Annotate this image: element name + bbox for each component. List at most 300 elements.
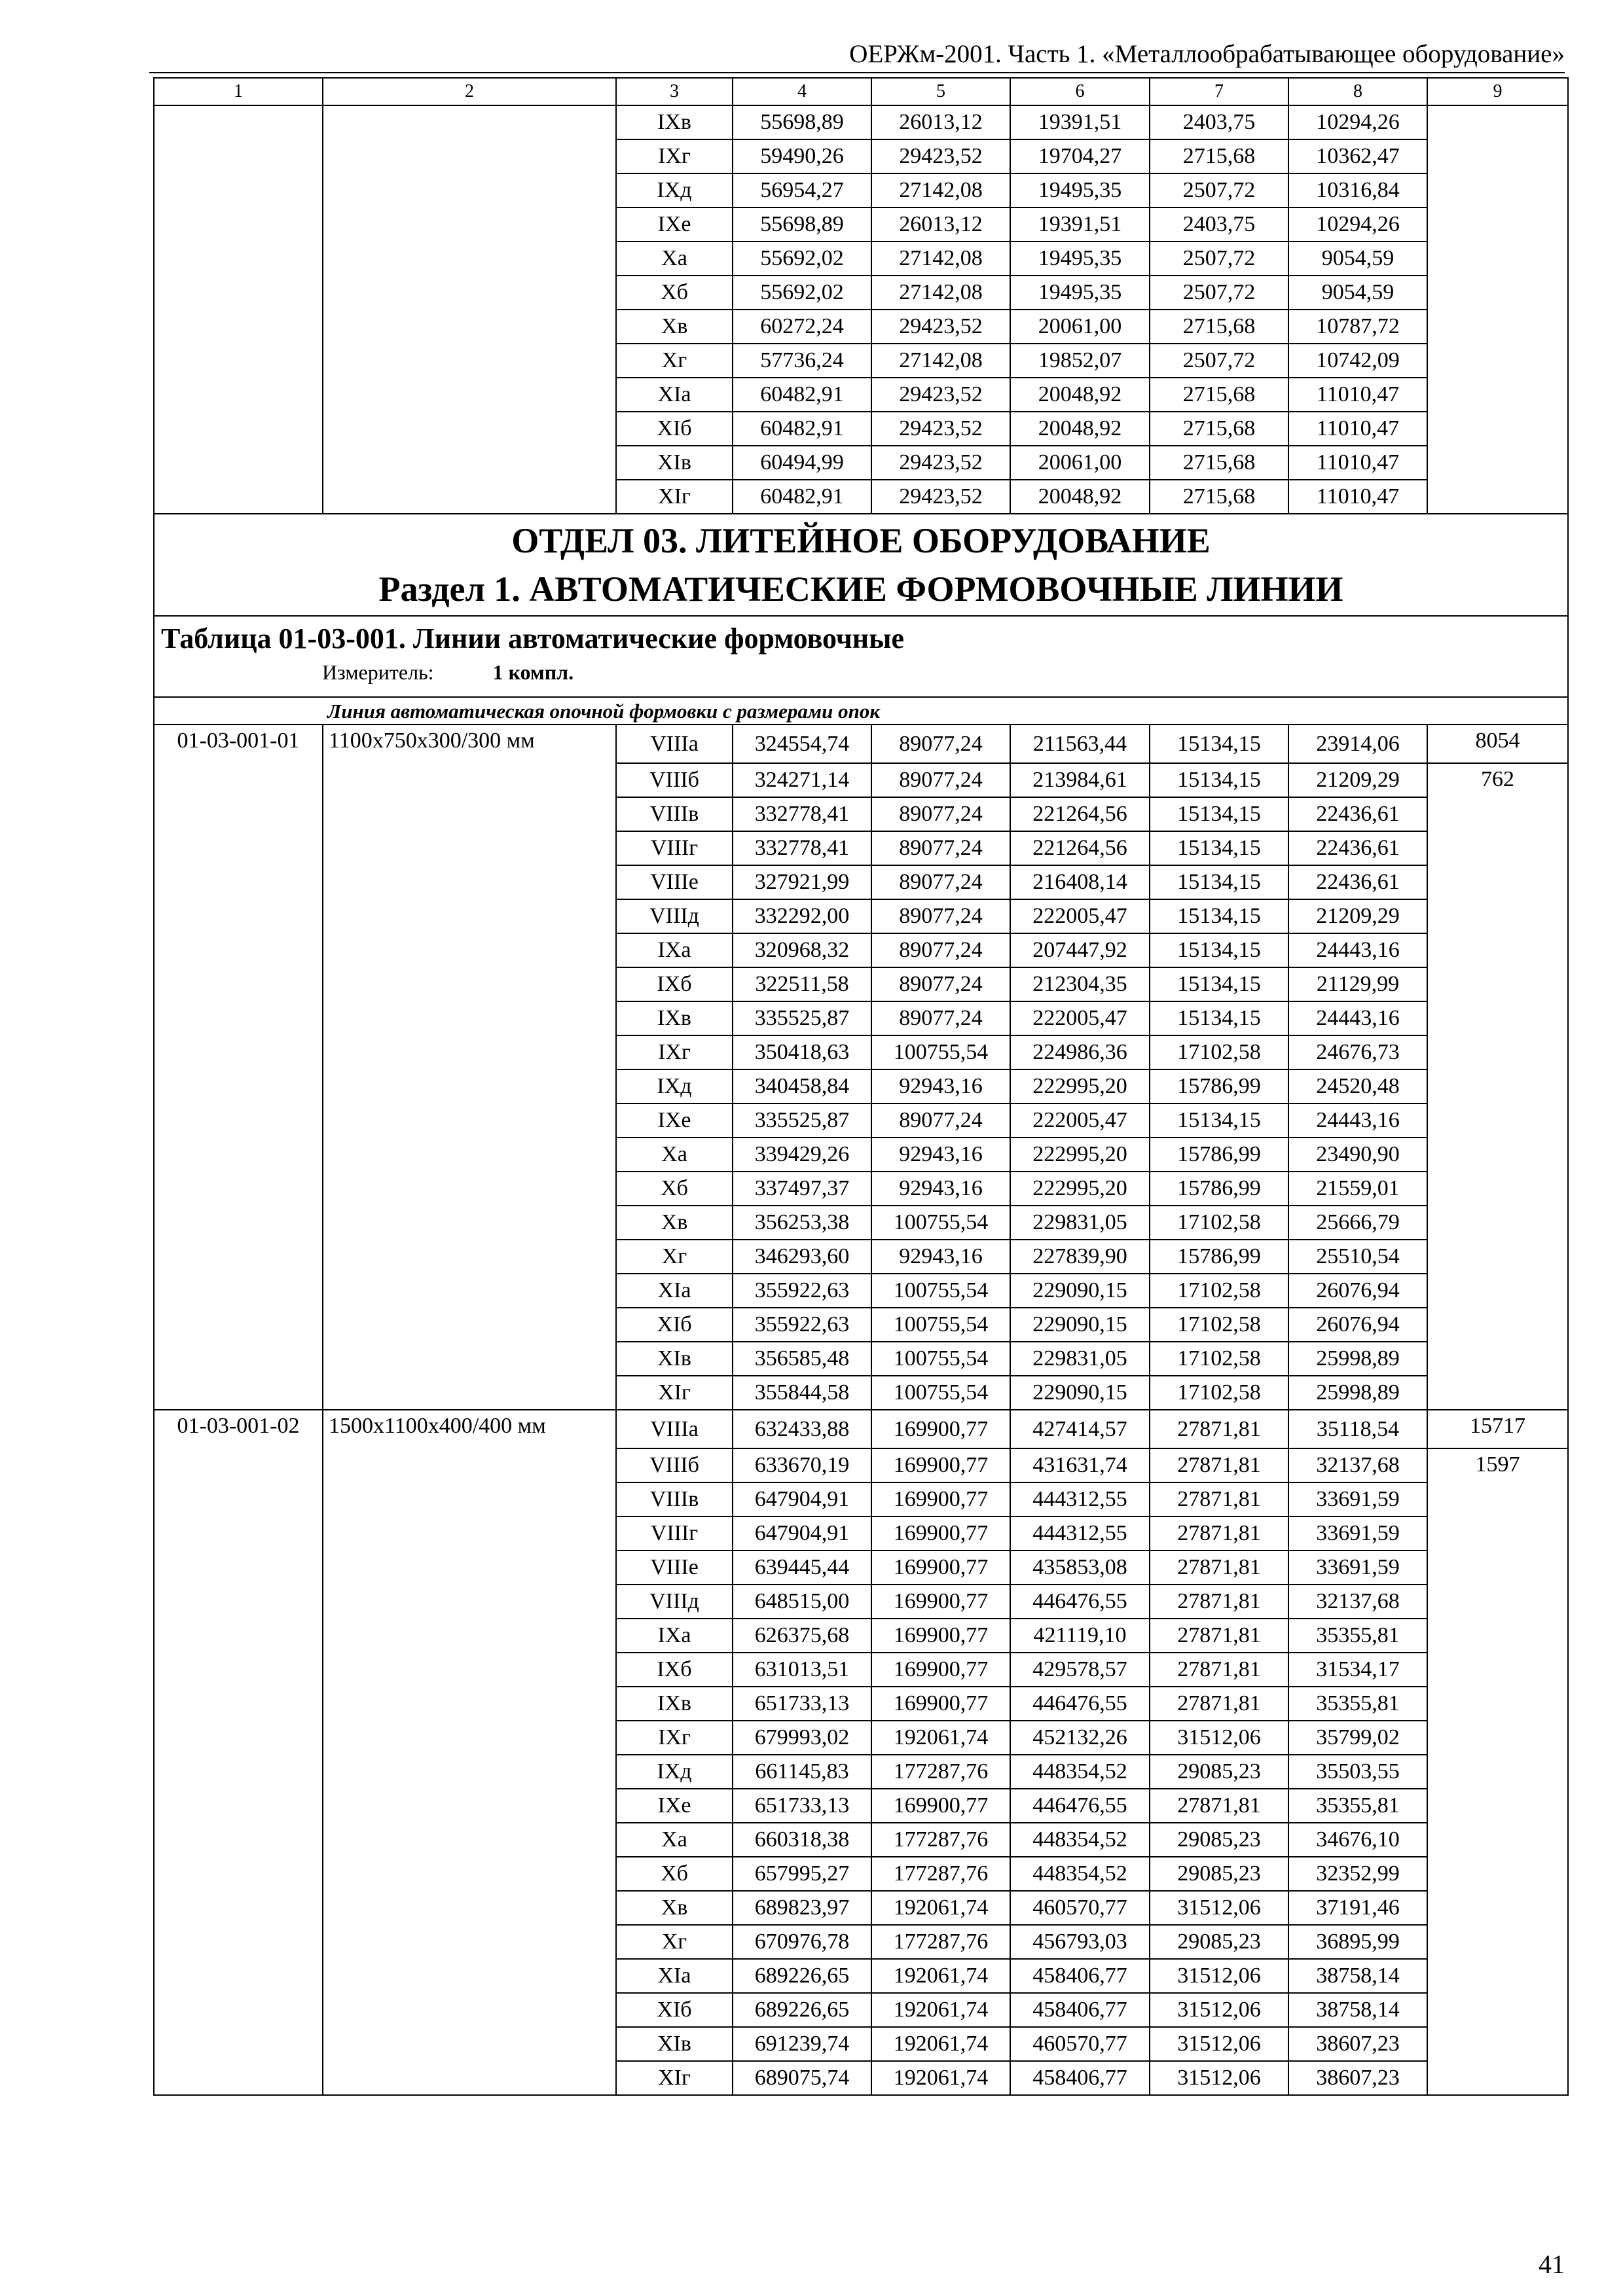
region-code-cell: IXд: [616, 1755, 733, 1789]
cost-machinist-wages-cell: 27871,81: [1150, 1516, 1288, 1551]
region-code-cell: VIIIд: [616, 1585, 733, 1619]
cost-machines-cell: 216408,14: [1010, 865, 1150, 899]
cost-materials-cell: 24676,73: [1288, 1035, 1427, 1069]
cost-machinist-wages-cell: 27871,81: [1150, 1789, 1288, 1823]
cost-machinist-wages-cell: 17102,58: [1150, 1308, 1288, 1342]
region-code-cell: XIв: [616, 446, 733, 480]
region-code-cell: XIб: [616, 1993, 733, 2027]
cost-machinist-wages-cell: 29085,23: [1150, 1925, 1288, 1959]
cost-materials-cell: 10787,72: [1288, 310, 1427, 344]
cost-total-cell: 59490,26: [733, 139, 871, 173]
region-code-cell: XIг: [616, 1376, 733, 1410]
resource-cell: 8054: [1427, 725, 1568, 763]
cost-machinist-wages-cell: 15134,15: [1150, 865, 1288, 899]
cost-labor-cell: 89077,24: [871, 831, 1010, 865]
cost-materials-cell: 11010,47: [1288, 412, 1427, 446]
cost-total-cell: 346293,60: [733, 1240, 871, 1274]
cost-materials-cell: 23490,90: [1288, 1138, 1427, 1172]
cost-machines-cell: 458406,77: [1010, 1993, 1150, 2027]
cost-machines-cell: 448354,52: [1010, 1857, 1150, 1891]
column-number-cell: 1: [154, 78, 323, 105]
cost-labor-cell: 92943,16: [871, 1172, 1010, 1206]
cost-machinist-wages-cell: 31512,06: [1150, 2061, 1288, 2095]
cost-labor-cell: 169900,77: [871, 1448, 1010, 1482]
region-code-cell: VIIIе: [616, 1551, 733, 1585]
cost-total-cell: 332778,41: [733, 831, 871, 865]
department-title: ОТДЕЛ 03. ЛИТЕЙНОЕ ОБОРУДОВАНИЕ: [511, 521, 1211, 560]
region-code-cell: VIIIг: [616, 831, 733, 865]
cost-machines-cell: 211563,44: [1010, 725, 1150, 763]
column-number-cell: 9: [1427, 78, 1568, 105]
cost-machines-cell: 460570,77: [1010, 2027, 1150, 2061]
region-code-cell: XIг: [616, 480, 733, 514]
cost-materials-cell: 33691,59: [1288, 1516, 1427, 1551]
cost-machines-cell: 229090,15: [1010, 1376, 1150, 1410]
price-table: [153, 77, 1569, 2096]
resource-cell: 1597: [1427, 1448, 1568, 2095]
cost-machines-cell: 435853,08: [1010, 1551, 1150, 1585]
cost-total-cell: 633670,19: [733, 1448, 871, 1482]
cost-labor-cell: 169900,77: [871, 1410, 1010, 1448]
region-code-cell: Xа: [616, 1823, 733, 1857]
cost-materials-cell: 21129,99: [1288, 967, 1427, 1001]
region-code-cell: VIIIа: [616, 1410, 733, 1448]
cost-machinist-wages-cell: 27871,81: [1150, 1482, 1288, 1516]
cost-machinist-wages-cell: 2715,68: [1150, 310, 1288, 344]
cost-machinist-wages-cell: 2507,72: [1150, 276, 1288, 310]
region-code-cell: Xв: [616, 310, 733, 344]
cost-machinist-wages-cell: 27871,81: [1150, 1653, 1288, 1687]
cost-machinist-wages-cell: 15134,15: [1150, 763, 1288, 797]
region-code-cell: XIб: [616, 412, 733, 446]
cost-materials-cell: 22436,61: [1288, 797, 1427, 831]
cost-labor-cell: 100755,54: [871, 1308, 1010, 1342]
cost-machines-cell: 19704,27: [1010, 139, 1150, 173]
cost-labor-cell: 100755,54: [871, 1274, 1010, 1308]
region-code-cell: Xб: [616, 276, 733, 310]
cost-machines-cell: 444312,55: [1010, 1516, 1150, 1551]
cost-materials-cell: 35355,81: [1288, 1687, 1427, 1721]
column-number-cell: 3: [616, 78, 733, 105]
cost-machines-cell: 229831,05: [1010, 1342, 1150, 1376]
cost-materials-cell: 11010,47: [1288, 480, 1427, 514]
table-row: [154, 105, 1568, 139]
cost-total-cell: 648515,00: [733, 1585, 871, 1619]
table-title-cell: [154, 616, 1568, 697]
cost-materials-cell: 11010,47: [1288, 446, 1427, 480]
cost-machinist-wages-cell: 15134,15: [1150, 831, 1288, 865]
cost-labor-cell: 92943,16: [871, 1138, 1010, 1172]
cost-total-cell: 332292,00: [733, 899, 871, 933]
cost-total-cell: 355922,63: [733, 1308, 871, 1342]
cost-machinist-wages-cell: 31512,06: [1150, 1993, 1288, 2027]
cost-labor-cell: 192061,74: [871, 1993, 1010, 2027]
region-code-cell: IXб: [616, 1653, 733, 1687]
region-code-cell: IXб: [616, 967, 733, 1001]
resource-cell: 15717: [1427, 1410, 1568, 1448]
cost-machinist-wages-cell: 27871,81: [1150, 1448, 1288, 1482]
cost-materials-cell: 11010,47: [1288, 378, 1427, 412]
region-code-cell: IXа: [616, 1619, 733, 1653]
subheading-cell: Линия автоматическая опочной формовки с размерами опок: [154, 697, 1568, 725]
cost-machines-cell: 222005,47: [1010, 1103, 1150, 1138]
cost-materials-cell: 22436,61: [1288, 865, 1427, 899]
region-code-cell: VIIIв: [616, 1482, 733, 1516]
region-code-cell: Xг: [616, 1240, 733, 1274]
cost-machinist-wages-cell: 2507,72: [1150, 242, 1288, 276]
cost-machinist-wages-cell: 27871,81: [1150, 1551, 1288, 1585]
column-number-cell: 6: [1010, 78, 1150, 105]
cost-labor-cell: 169900,77: [871, 1516, 1010, 1551]
region-code-cell: VIIIв: [616, 797, 733, 831]
cost-machines-cell: 458406,77: [1010, 2061, 1150, 2095]
region-code-cell: VIIIб: [616, 763, 733, 797]
cost-machinist-wages-cell: 31512,06: [1150, 2027, 1288, 2061]
cost-machinist-wages-cell: 17102,58: [1150, 1376, 1288, 1410]
cost-materials-cell: 32352,99: [1288, 1857, 1427, 1891]
cost-machinist-wages-cell: 15134,15: [1150, 899, 1288, 933]
cost-materials-cell: 10362,47: [1288, 139, 1427, 173]
cost-labor-cell: 89077,24: [871, 1103, 1010, 1138]
cost-machinist-wages-cell: 2715,68: [1150, 446, 1288, 480]
column-number-cell: 5: [871, 78, 1010, 105]
cost-materials-cell: 32137,68: [1288, 1585, 1427, 1619]
cost-total-cell: 689075,74: [733, 2061, 871, 2095]
cost-machinist-wages-cell: 27871,81: [1150, 1410, 1288, 1448]
cost-machines-cell: 229090,15: [1010, 1308, 1150, 1342]
column-number-cell: 7: [1150, 78, 1288, 105]
region-code-cell: IXа: [616, 933, 733, 967]
cost-machinist-wages-cell: 2403,75: [1150, 105, 1288, 139]
cost-materials-cell: 36895,99: [1288, 1925, 1427, 1959]
cost-total-cell: 647904,91: [733, 1482, 871, 1516]
cost-labor-cell: 29423,52: [871, 378, 1010, 412]
cost-total-cell: 647904,91: [733, 1516, 871, 1551]
cost-total-cell: 60482,91: [733, 480, 871, 514]
cost-labor-cell: 169900,77: [871, 1653, 1010, 1687]
running-header: ОЕРЖм-2001. Часть 1. «Металлообрабатывающее оборудование»: [849, 40, 1565, 68]
cost-machines-cell: 19495,35: [1010, 276, 1150, 310]
cost-machines-cell: 448354,52: [1010, 1755, 1150, 1789]
cost-machines-cell: 460570,77: [1010, 1891, 1150, 1925]
cost-total-cell: 689226,65: [733, 1959, 871, 1993]
cost-machinist-wages-cell: 15786,99: [1150, 1069, 1288, 1103]
subheading-row: [154, 697, 1568, 725]
cost-machinist-wages-cell: 2715,68: [1150, 412, 1288, 446]
resource-cell: [1427, 105, 1568, 514]
table-body: [154, 78, 1568, 2095]
cost-machinist-wages-cell: 17102,58: [1150, 1342, 1288, 1376]
cost-machines-cell: 20048,92: [1010, 412, 1150, 446]
cost-machines-cell: 448354,52: [1010, 1823, 1150, 1857]
cost-materials-cell: 25666,79: [1288, 1206, 1427, 1240]
cost-total-cell: 679993,02: [733, 1721, 871, 1755]
cost-machines-cell: 444312,55: [1010, 1482, 1150, 1516]
cost-labor-cell: 89077,24: [871, 865, 1010, 899]
cost-machinist-wages-cell: 31512,06: [1150, 1721, 1288, 1755]
cost-labor-cell: 169900,77: [871, 1482, 1010, 1516]
cost-labor-cell: 192061,74: [871, 2061, 1010, 2095]
cost-total-cell: 660318,38: [733, 1823, 871, 1857]
cost-labor-cell: 169900,77: [871, 1687, 1010, 1721]
cost-total-cell: 632433,88: [733, 1410, 871, 1448]
cost-total-cell: 324271,14: [733, 763, 871, 797]
region-code-cell: Xа: [616, 242, 733, 276]
cost-machinist-wages-cell: 2715,68: [1150, 139, 1288, 173]
cost-materials-cell: 35118,54: [1288, 1410, 1427, 1448]
region-code-cell: IXе: [616, 1103, 733, 1138]
cost-materials-cell: 31534,17: [1288, 1653, 1427, 1687]
cost-machines-cell: 19495,35: [1010, 242, 1150, 276]
table-title-row: [154, 616, 1568, 697]
cost-machinist-wages-cell: 15786,99: [1150, 1240, 1288, 1274]
cost-materials-cell: 35355,81: [1288, 1619, 1427, 1653]
region-code-cell: IXг: [616, 1035, 733, 1069]
cost-labor-cell: 89077,24: [871, 725, 1010, 763]
cost-labor-cell: 177287,76: [871, 1823, 1010, 1857]
cost-materials-cell: 10742,09: [1288, 344, 1427, 378]
cost-total-cell: 689226,65: [733, 1993, 871, 2027]
cost-machines-cell: 229090,15: [1010, 1274, 1150, 1308]
cost-total-cell: 639445,44: [733, 1551, 871, 1585]
cost-materials-cell: 21559,01: [1288, 1172, 1427, 1206]
cost-total-cell: 322511,58: [733, 967, 871, 1001]
cost-total-cell: 689823,97: [733, 1891, 871, 1925]
region-code-cell: IXе: [616, 207, 733, 242]
cost-machines-cell: 446476,55: [1010, 1687, 1150, 1721]
cost-total-cell: 60482,91: [733, 412, 871, 446]
section-title: Раздел 1. АВТОМАТИЧЕСКИЕ ФОРМОВОЧНЫЕ ЛИНИИ: [378, 569, 1343, 609]
region-code-cell: IXв: [616, 1001, 733, 1035]
cost-total-cell: 55698,89: [733, 105, 871, 139]
cost-materials-cell: 24443,16: [1288, 933, 1427, 967]
cost-machines-cell: 429578,57: [1010, 1653, 1150, 1687]
cost-machinist-wages-cell: 2715,68: [1150, 378, 1288, 412]
region-code-cell: VIIIа: [616, 725, 733, 763]
cost-total-cell: 332778,41: [733, 797, 871, 831]
cost-materials-cell: 35799,02: [1288, 1721, 1427, 1755]
cost-materials-cell: 25510,54: [1288, 1240, 1427, 1274]
cost-total-cell: 661145,83: [733, 1755, 871, 1789]
cost-machinist-wages-cell: 2403,75: [1150, 207, 1288, 242]
cost-materials-cell: 32137,68: [1288, 1448, 1427, 1482]
cost-machinist-wages-cell: 15134,15: [1150, 725, 1288, 763]
cost-total-cell: 335525,87: [733, 1103, 871, 1138]
region-code-cell: XIа: [616, 1274, 733, 1308]
cost-labor-cell: 169900,77: [871, 1585, 1010, 1619]
cost-machinist-wages-cell: 15786,99: [1150, 1138, 1288, 1172]
cost-materials-cell: 23914,06: [1288, 725, 1427, 763]
region-code-cell: XIа: [616, 378, 733, 412]
region-code-cell: XIб: [616, 1308, 733, 1342]
unit-label: Измеритель:: [322, 660, 434, 684]
region-code-cell: IXв: [616, 1687, 733, 1721]
cost-machinist-wages-cell: 29085,23: [1150, 1755, 1288, 1789]
cost-labor-cell: 27142,08: [871, 344, 1010, 378]
cost-materials-cell: 26076,94: [1288, 1274, 1427, 1308]
cost-total-cell: 320968,32: [733, 933, 871, 967]
cost-machinist-wages-cell: 31512,06: [1150, 1959, 1288, 1993]
cost-machines-cell: 20048,92: [1010, 480, 1150, 514]
cost-machines-cell: 222995,20: [1010, 1172, 1150, 1206]
name-cell: [323, 105, 616, 514]
region-code-cell: IXе: [616, 1789, 733, 1823]
cost-materials-cell: 33691,59: [1288, 1482, 1427, 1516]
region-code-cell: VIIIд: [616, 899, 733, 933]
cost-labor-cell: 27142,08: [871, 173, 1010, 207]
cost-labor-cell: 29423,52: [871, 446, 1010, 480]
cost-total-cell: 670976,78: [733, 1925, 871, 1959]
cost-machines-cell: 213984,61: [1010, 763, 1150, 797]
cost-machinist-wages-cell: 2715,68: [1150, 480, 1288, 514]
cost-total-cell: 657995,27: [733, 1857, 871, 1891]
cost-machines-cell: 221264,56: [1010, 831, 1150, 865]
cost-machines-cell: 452132,26: [1010, 1721, 1150, 1755]
cost-labor-cell: 100755,54: [871, 1376, 1010, 1410]
cost-total-cell: 355844,58: [733, 1376, 871, 1410]
table-title: Таблица 01-03-001. Линии автоматические формовочные: [161, 622, 904, 655]
cost-total-cell: 651733,13: [733, 1789, 871, 1823]
region-code-cell: IXд: [616, 1069, 733, 1103]
item-name-cell: 1500x1100x400/400 мм: [323, 1410, 616, 2095]
cost-total-cell: 356253,38: [733, 1206, 871, 1240]
cost-labor-cell: 192061,74: [871, 1891, 1010, 1925]
cost-machines-cell: 222995,20: [1010, 1138, 1150, 1172]
cost-materials-cell: 10294,26: [1288, 105, 1427, 139]
cost-machines-cell: 212304,35: [1010, 967, 1150, 1001]
cost-total-cell: 691239,74: [733, 2027, 871, 2061]
cost-machines-cell: 20048,92: [1010, 378, 1150, 412]
cost-labor-cell: 89077,24: [871, 933, 1010, 967]
cost-total-cell: 340458,84: [733, 1069, 871, 1103]
cost-materials-cell: 37191,46: [1288, 1891, 1427, 1925]
resource-cell: 762: [1427, 763, 1568, 1410]
cost-materials-cell: 33691,59: [1288, 1551, 1427, 1585]
cost-machinist-wages-cell: 29085,23: [1150, 1857, 1288, 1891]
cost-labor-cell: 100755,54: [871, 1206, 1010, 1240]
cost-materials-cell: 9054,59: [1288, 242, 1427, 276]
unit-value: 1 компл.: [492, 660, 574, 684]
cost-labor-cell: 29423,52: [871, 139, 1010, 173]
cost-machines-cell: 19391,51: [1010, 105, 1150, 139]
cost-total-cell: 55698,89: [733, 207, 871, 242]
item-code-cell: 01-03-001-01: [154, 725, 323, 1410]
cost-labor-cell: 26013,12: [871, 105, 1010, 139]
cost-labor-cell: 192061,74: [871, 2027, 1010, 2061]
cost-labor-cell: 192061,74: [871, 1959, 1010, 1993]
cost-machines-cell: 224986,36: [1010, 1035, 1150, 1069]
region-code-cell: IXв: [616, 105, 733, 139]
cost-labor-cell: 177287,76: [871, 1755, 1010, 1789]
cost-machinist-wages-cell: 15134,15: [1150, 967, 1288, 1001]
cost-labor-cell: 27142,08: [871, 242, 1010, 276]
cost-materials-cell: 9054,59: [1288, 276, 1427, 310]
region-code-cell: VIIIб: [616, 1448, 733, 1482]
cost-labor-cell: 89077,24: [871, 1001, 1010, 1035]
cost-labor-cell: 29423,52: [871, 412, 1010, 446]
region-code-cell: XIв: [616, 1342, 733, 1376]
cost-total-cell: 56954,27: [733, 173, 871, 207]
cost-machines-cell: 221264,56: [1010, 797, 1150, 831]
cost-materials-cell: 35503,55: [1288, 1755, 1427, 1789]
cost-machines-cell: 446476,55: [1010, 1789, 1150, 1823]
cost-total-cell: 339429,26: [733, 1138, 871, 1172]
cost-machines-cell: 427414,57: [1010, 1410, 1150, 1448]
cost-materials-cell: 24520,48: [1288, 1069, 1427, 1103]
header-rule: [149, 72, 1565, 73]
cost-machinist-wages-cell: 17102,58: [1150, 1035, 1288, 1069]
cost-total-cell: 350418,63: [733, 1035, 871, 1069]
cost-total-cell: 327921,99: [733, 865, 871, 899]
cost-machines-cell: 431631,74: [1010, 1448, 1150, 1482]
cost-labor-cell: 29423,52: [871, 480, 1010, 514]
cost-total-cell: 55692,02: [733, 276, 871, 310]
cost-machinist-wages-cell: 15134,15: [1150, 1001, 1288, 1035]
cost-total-cell: 55692,02: [733, 242, 871, 276]
cost-machines-cell: 19852,07: [1010, 344, 1150, 378]
cost-labor-cell: 27142,08: [871, 276, 1010, 310]
cost-machinist-wages-cell: 31512,06: [1150, 1891, 1288, 1925]
cost-machinist-wages-cell: 15134,15: [1150, 1103, 1288, 1138]
region-code-cell: XIа: [616, 1959, 733, 1993]
region-code-cell: Xг: [616, 344, 733, 378]
region-code-cell: Xб: [616, 1857, 733, 1891]
cost-machines-cell: 19495,35: [1010, 173, 1150, 207]
cost-total-cell: 626375,68: [733, 1619, 871, 1653]
unit-line: [161, 657, 1561, 687]
cost-labor-cell: 100755,54: [871, 1035, 1010, 1069]
item-name-cell: 1100x750x300/300 мм: [323, 725, 616, 1410]
cost-materials-cell: 24443,16: [1288, 1103, 1427, 1138]
cost-machines-cell: 456793,03: [1010, 1925, 1150, 1959]
cost-machinist-wages-cell: 17102,58: [1150, 1206, 1288, 1240]
cost-labor-cell: 92943,16: [871, 1240, 1010, 1274]
cost-materials-cell: 35355,81: [1288, 1789, 1427, 1823]
cost-labor-cell: 177287,76: [871, 1925, 1010, 1959]
cost-materials-cell: 38607,23: [1288, 2027, 1427, 2061]
section-title-row: [154, 514, 1568, 616]
cost-machinist-wages-cell: 27871,81: [1150, 1687, 1288, 1721]
cost-labor-cell: 29423,52: [871, 310, 1010, 344]
cost-machines-cell: 229831,05: [1010, 1206, 1150, 1240]
cost-machinist-wages-cell: 15134,15: [1150, 797, 1288, 831]
cost-total-cell: 355922,63: [733, 1274, 871, 1308]
cost-machines-cell: 458406,77: [1010, 1959, 1150, 1993]
cost-machinist-wages-cell: 15134,15: [1150, 933, 1288, 967]
region-code-cell: VIIIе: [616, 865, 733, 899]
cost-labor-cell: 169900,77: [871, 1789, 1010, 1823]
table-row: [154, 1410, 1568, 1448]
cost-machines-cell: 222995,20: [1010, 1069, 1150, 1103]
cost-materials-cell: 25998,89: [1288, 1376, 1427, 1410]
cost-machines-cell: 222005,47: [1010, 899, 1150, 933]
cost-materials-cell: 38758,14: [1288, 1959, 1427, 1993]
cost-materials-cell: 10316,84: [1288, 173, 1427, 207]
cost-total-cell: 651733,13: [733, 1687, 871, 1721]
cost-materials-cell: 38758,14: [1288, 1993, 1427, 2027]
cost-labor-cell: 177287,76: [871, 1857, 1010, 1891]
cost-total-cell: 60482,91: [733, 378, 871, 412]
section-title-cell: [154, 514, 1568, 616]
cost-labor-cell: 89077,24: [871, 967, 1010, 1001]
column-number-row: [154, 78, 1568, 105]
column-number-cell: 2: [323, 78, 616, 105]
region-code-cell: Xв: [616, 1891, 733, 1925]
cost-labor-cell: 89077,24: [871, 797, 1010, 831]
region-code-cell: XIг: [616, 2061, 733, 2095]
cost-machines-cell: 222005,47: [1010, 1001, 1150, 1035]
cost-machinist-wages-cell: 15786,99: [1150, 1172, 1288, 1206]
